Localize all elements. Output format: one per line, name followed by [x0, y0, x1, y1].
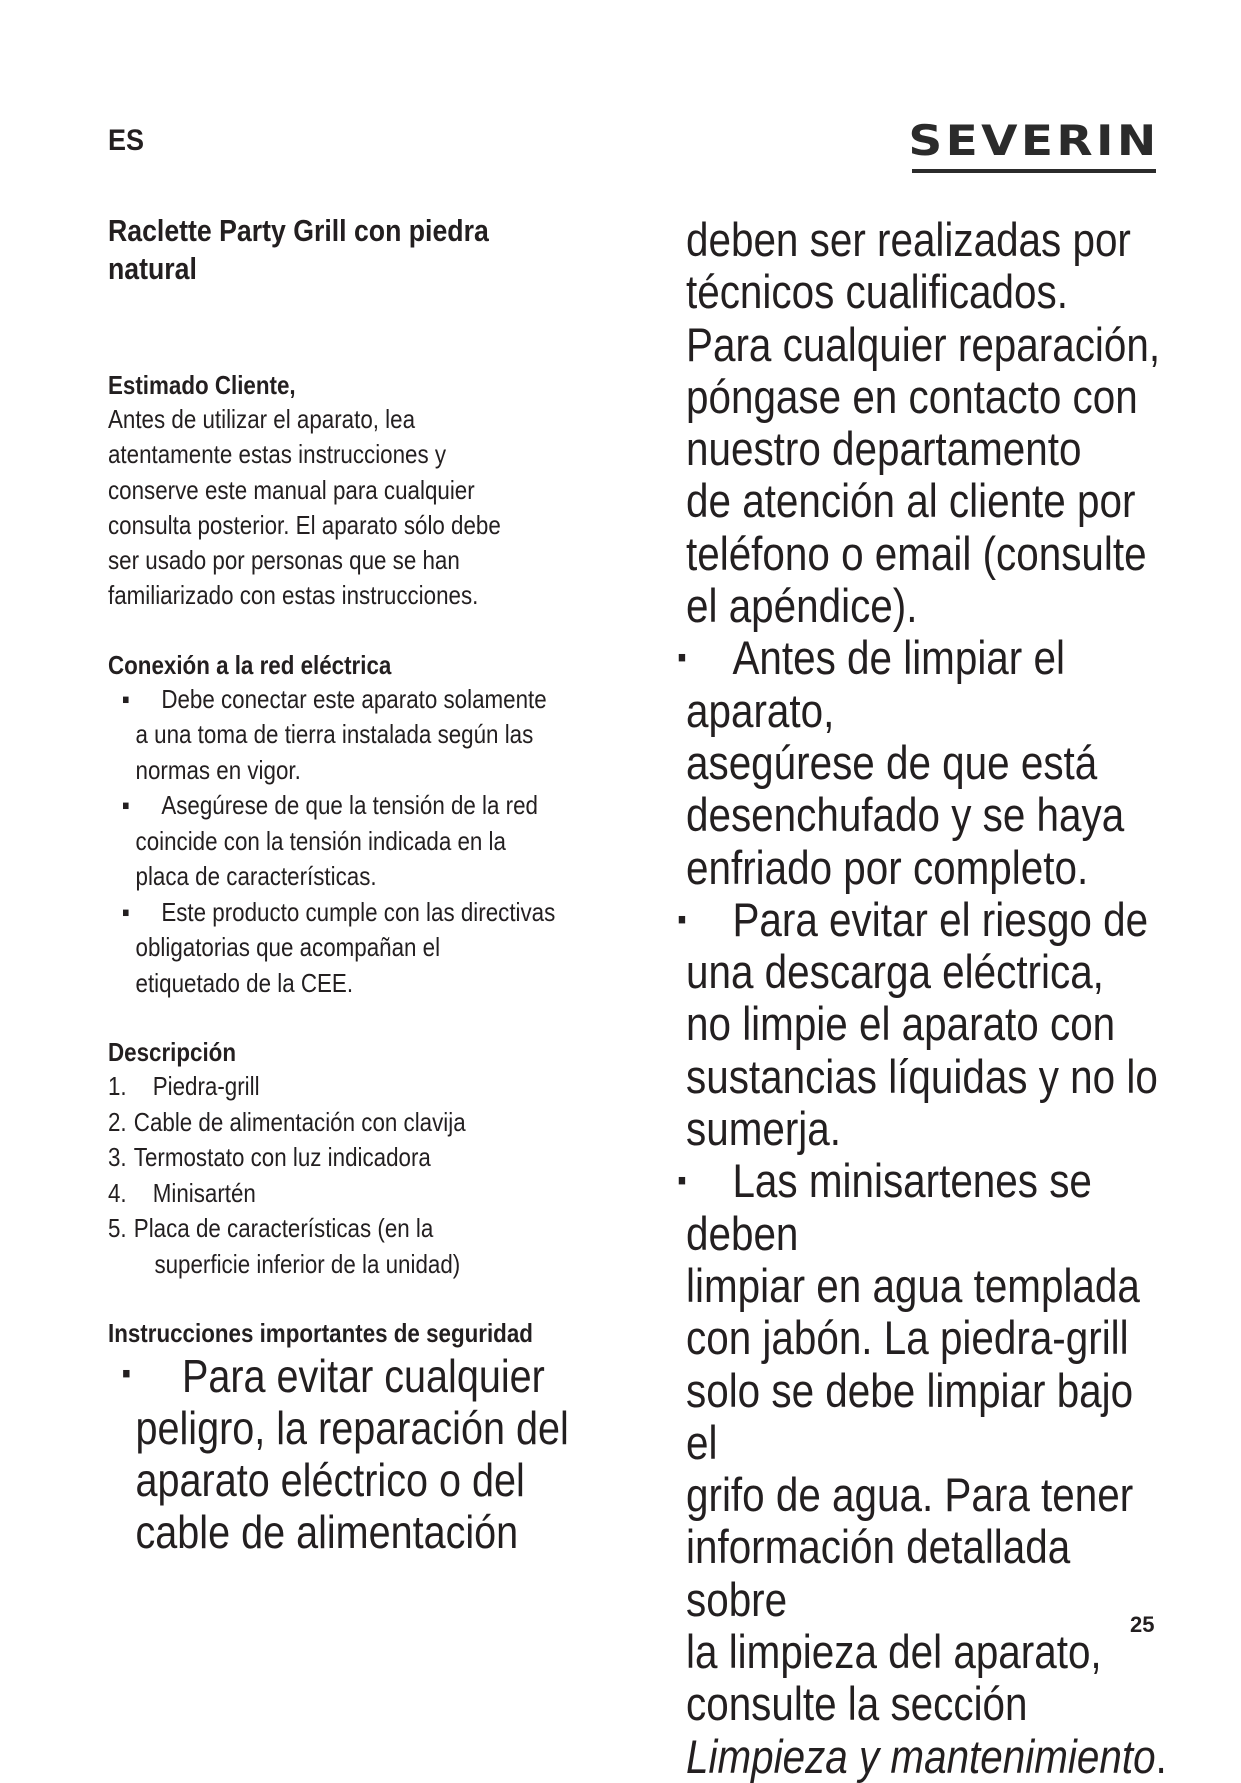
right-column — [677, 213, 1241, 1783]
bullet-icon: ▪ — [121, 683, 130, 714]
list-item: 5. Placa de características (en la superficie inferior de la unidad) — [108, 1213, 461, 1279]
left-column — [108, 212, 668, 1558]
connection-heading: Conexión a la red eléctrica — [108, 649, 392, 680]
safety-bullet-pans: ▪ Las minisartenes se deben limpiar en agua templada con jabón. La piedra-grill solo se debe limpiar bajo el grifo de agua. Para tener información detallada sobre la limpieza del aparato, consulte la sección Limpieza y mantenimiento. — [677, 1154, 1167, 1783]
description-heading: Descripción — [108, 1037, 236, 1068]
greeting-heading: Estimado Cliente, — [108, 370, 296, 400]
language-code: ES — [108, 124, 145, 157]
safety-bullet-repair: ▪ Para evitar cualquier peligro, la reparación del aparato eléctrico o del cable de alimentación — [121, 1350, 569, 1559]
section-reference: Limpieza y mantenimiento — [686, 1729, 1156, 1783]
document-title: Raclette Party Grill con piedra natural — [108, 213, 489, 286]
list-item: ▪ Debe conectar este aparato solamente a una toma de tierra instalada según las normas en vigor. — [121, 683, 547, 785]
bullet-icon: ▪ — [121, 1357, 131, 1391]
safety-bullet-cleaning: ▪ Antes de limpiar el aparato, asegúrese de que está desenchufado y se haya enfriado por completo. — [677, 631, 1125, 894]
bullet-icon: ▪ — [677, 902, 687, 936]
safety-repair-continuation: deben ser realizadas por técnicos cualificados. Para cualquier reparación, póngase en contacto con nuestro departamento de atención al cliente por teléfono o email (consulte el apéndice). — [686, 213, 1161, 633]
bullet-icon: ▪ — [677, 1164, 687, 1198]
brand-wordmark: SEVERIN — [908, 116, 1160, 165]
safety-bullet-shock: ▪ Para evitar el riesgo de una descarga eléctrica, no limpie el aparato con sustancias líquidas y no lo sumerja. — [677, 892, 1158, 1156]
list-item: 3. Termostato con luz indicadora — [108, 1142, 431, 1173]
list-item: ▪ Este producto cumple con las directivas obligatorias que acompañan el etiquetado de la CEE. — [121, 896, 556, 998]
bullet-icon: ▪ — [121, 790, 130, 821]
page-number: 25 — [1130, 1612, 1155, 1637]
list-item: 2. Cable de alimentación con clavija — [108, 1106, 466, 1137]
list-item: 1. Piedra-grill — [108, 1071, 260, 1102]
greeting-text: Antes de utilizar el aparato, lea atentamente estas instrucciones y conserve este manual para cualquier consulta posterior. El aparato sólo debe ser usado por personas que se han familiarizado con estas instrucciones. — [108, 404, 501, 611]
brand-underline — [912, 169, 1156, 173]
connection-list — [108, 682, 590, 1002]
bullet-icon: ▪ — [121, 896, 130, 927]
safety-heading: Instrucciones importantes de seguridad — [108, 1318, 533, 1349]
brand-logo — [908, 116, 1160, 173]
list-item: 4. Minisartén — [108, 1177, 256, 1208]
description-list — [108, 1069, 590, 1282]
list-item: ▪ Asegúrese de que la tensión de la red coincide con la tensión indicada en la placa de características. — [121, 790, 538, 892]
bullet-icon: ▪ — [677, 641, 687, 675]
